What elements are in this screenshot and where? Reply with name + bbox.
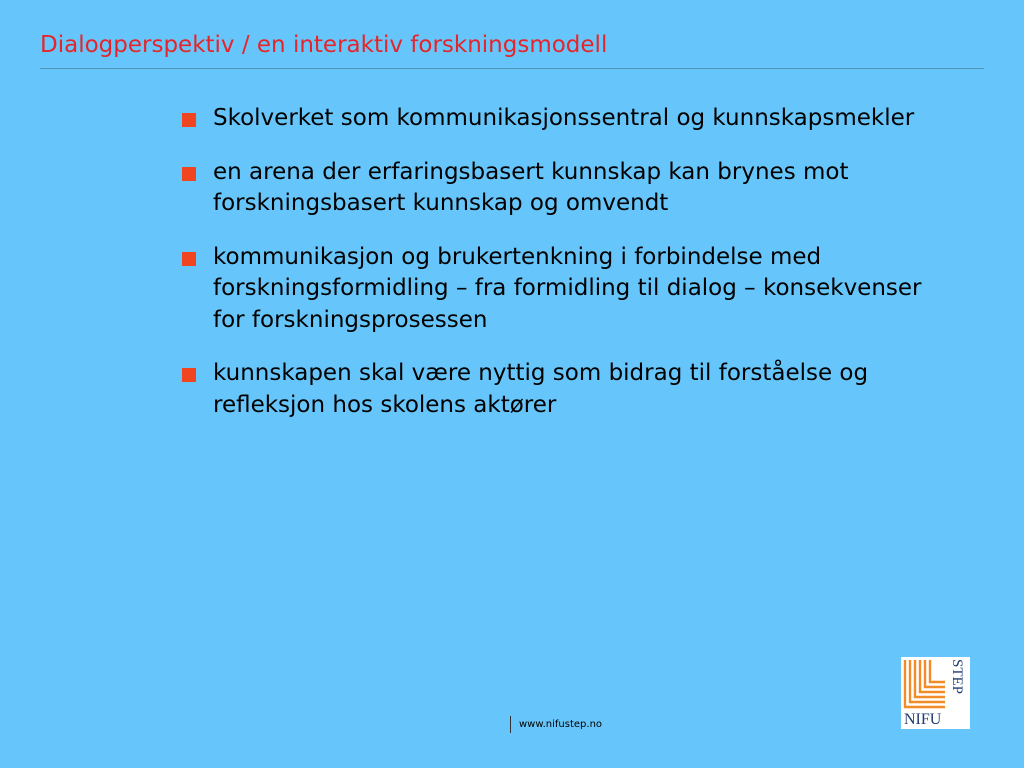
bullet-text: en arena der erfaringsbasert kunnskap kan brynes mot forskningsbasert kunnskap og omvendt [213, 158, 849, 216]
footer-separator [510, 716, 511, 733]
square-bullet-icon [182, 252, 196, 266]
square-bullet-icon [182, 113, 196, 127]
bullet-item [180, 358, 960, 421]
bullet-list [180, 103, 960, 443]
square-bullet-icon [182, 368, 196, 382]
title-divider [40, 68, 984, 69]
bullet-item [180, 103, 960, 135]
bullet-item [180, 157, 960, 220]
bullet-item [180, 242, 960, 337]
bullet-text: Skolverket som kommunikasjonssentral og kunnskapsmekler [213, 105, 915, 131]
logo-text-right: STEP [949, 659, 965, 695]
bullet-text: kunnskapen skal være nyttig som bidrag til forståelse og refleksjon hos skolens aktører [213, 360, 869, 418]
footer-url[interactable]: www.nifustep.no [519, 719, 603, 730]
logo-text-left: NIFU [904, 711, 942, 728]
bullet-text: kommunikasjon og brukertenkning i forbindelse med forskningsformidling – fra formidling til dialog – konsekvenser for forskningsprosessen [213, 243, 922, 333]
square-bullet-icon [182, 167, 196, 181]
nifu-step-logo [901, 657, 970, 729]
slide-title: Dialogperspektiv / en interaktiv forskningsmodell [40, 32, 608, 58]
